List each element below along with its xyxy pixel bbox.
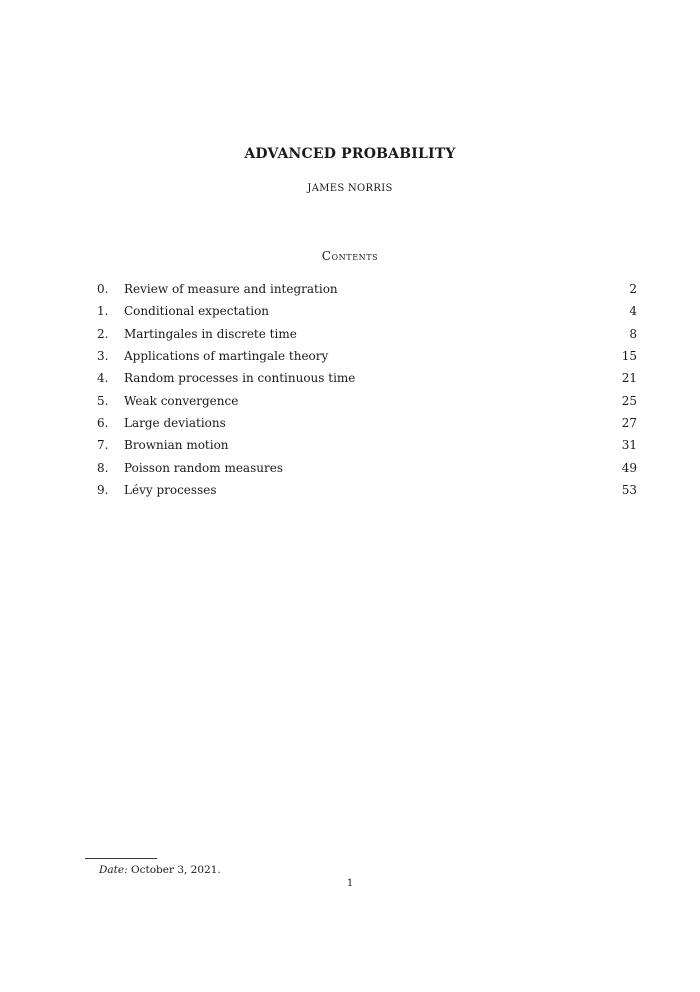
toc-entry-number: 6. xyxy=(97,415,109,430)
toc-entry-number: 7. xyxy=(97,438,109,453)
toc-entry-title: Martingales in discrete time xyxy=(124,326,297,341)
toc-entry-number: 8. xyxy=(97,460,109,475)
page-number: 1 xyxy=(346,878,354,889)
footnote-text: October 3, 2021. xyxy=(131,864,221,876)
toc-entry xyxy=(97,300,637,322)
toc-entry-number: 2. xyxy=(97,326,109,341)
toc-entry xyxy=(97,479,637,501)
toc-entry xyxy=(97,412,637,434)
toc-entry-page: 31 xyxy=(621,438,637,453)
table-of-contents xyxy=(97,278,637,501)
toc-entry-page: 53 xyxy=(621,482,637,497)
toc-entry-title: Conditional expectation xyxy=(124,304,270,319)
toc-entry-page: 4 xyxy=(629,304,637,319)
toc-entry xyxy=(97,367,637,389)
toc-entry-number: 3. xyxy=(97,349,109,364)
toc-entry-page: 21 xyxy=(621,371,637,386)
document-title: ADVANCED PROBABILITY xyxy=(244,146,456,162)
toc-entry xyxy=(97,389,637,411)
toc-entry-number: 9. xyxy=(97,482,109,497)
document-author: JAMES NORRIS xyxy=(307,183,393,194)
toc-entry xyxy=(97,345,637,367)
toc-entry-title: Applications of martingale theory xyxy=(124,349,329,364)
toc-entry-page: 8 xyxy=(629,326,637,341)
toc-entry-title: Review of measure and integration xyxy=(124,282,338,297)
toc-entry-page: 27 xyxy=(621,415,637,430)
toc-entry-title: Poisson random measures xyxy=(124,460,283,475)
toc-entry xyxy=(97,456,637,478)
toc-entry xyxy=(97,434,637,456)
toc-entry-number: 4. xyxy=(97,371,109,386)
toc-entry-title: Lévy processes xyxy=(124,482,217,497)
toc-entry-title: Random processes in continuous time xyxy=(124,371,356,386)
toc-entry-page: 15 xyxy=(621,349,637,364)
toc-entry-page: 2 xyxy=(629,282,637,297)
toc-entry-page: 49 xyxy=(621,460,637,475)
toc-entry-number: 5. xyxy=(97,393,109,408)
toc-entry-page: 25 xyxy=(621,393,637,408)
toc-entry-title: Weak convergence xyxy=(124,393,239,408)
footnote-rule xyxy=(85,858,157,859)
toc-entry-title: Large deviations xyxy=(124,415,226,430)
footnote xyxy=(99,864,221,876)
toc-entry-title: Brownian motion xyxy=(124,438,229,453)
toc-entry xyxy=(97,323,637,345)
footnote-label: Date: xyxy=(99,864,128,876)
contents-heading: Contents xyxy=(321,249,379,263)
toc-entry-number: 1. xyxy=(97,304,109,319)
toc-entry-number: 0. xyxy=(97,282,109,297)
toc-entry xyxy=(97,278,637,300)
